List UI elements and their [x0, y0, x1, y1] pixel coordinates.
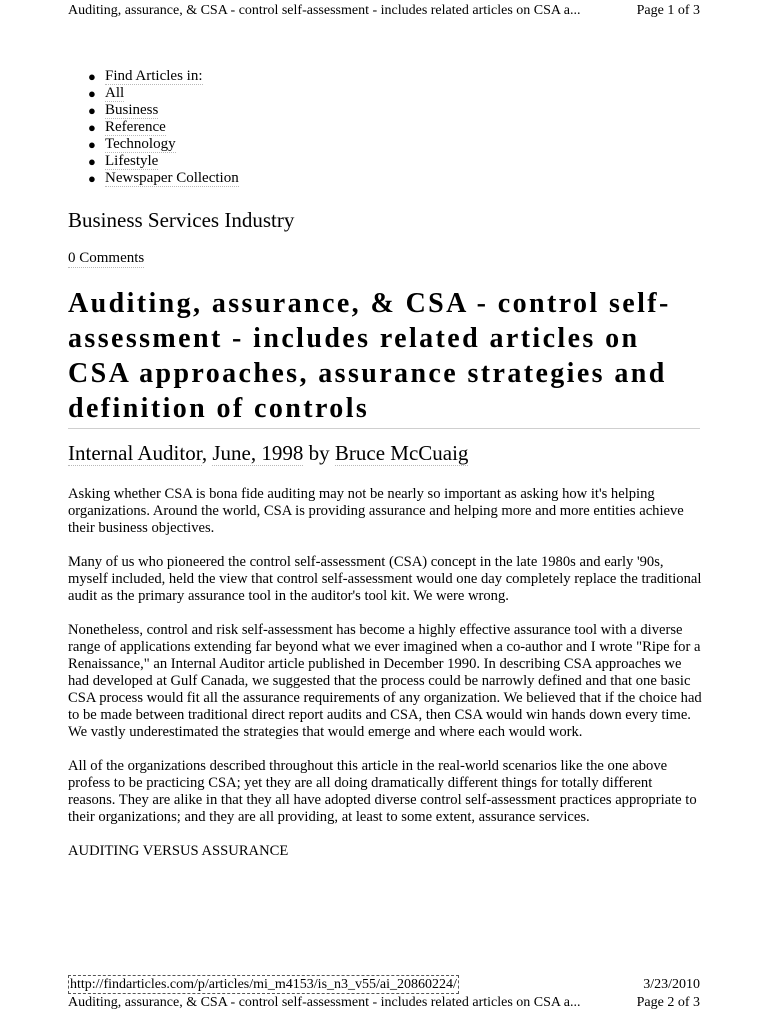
- nav-item-find-articles: [88, 68, 239, 85]
- bullet-icon: ●: [88, 120, 96, 135]
- comments-link[interactable]: 0 Comments: [68, 250, 145, 266]
- next-page-header-page-number: Page 2 of 3: [636, 995, 700, 1010]
- author-link[interactable]: Bruce McCuaig: [334, 441, 469, 465]
- bullet-icon: ●: [88, 69, 96, 84]
- bullet-icon: ●: [88, 137, 96, 152]
- article-paragraph: Many of us who pioneered the control self-assessment (CSA) concept in the late 1980s and early '90s, myself included, held the view that control self-assessment would one day completely replace the traditional audit as the primary assurance tool in the auditor's tool kit. We were wrong.: [68, 554, 702, 604]
- byline-by: by: [308, 441, 330, 465]
- nav-item-label[interactable]: Business: [105, 102, 159, 118]
- nav-item-label[interactable]: Lifestyle: [105, 153, 159, 169]
- next-page-header-title: Auditing, assurance, & CSA - control self-assessment - includes related articles on CSA a...: [68, 995, 581, 1010]
- article-body: [68, 486, 703, 877]
- section-heading[interactable]: Business Services Industry: [68, 208, 295, 232]
- bullet-icon: ●: [88, 171, 96, 186]
- nav-item-label[interactable]: Technology: [105, 136, 176, 152]
- nav-item-newspaper-collection: [88, 170, 239, 187]
- article-byline: [68, 440, 468, 466]
- nav-item-lifestyle: [88, 153, 239, 170]
- nav-item-business: [88, 102, 239, 119]
- find-articles-nav: [88, 68, 239, 187]
- nav-item-label[interactable]: Reference: [105, 119, 166, 135]
- print-footer-url[interactable]: http://findarticles.com/p/articles/mi_m4153/is_n3_v55/ai_20860224/: [70, 977, 457, 992]
- bullet-icon: ●: [88, 154, 96, 169]
- nav-item-label[interactable]: Newspaper Collection: [105, 170, 239, 186]
- bullet-icon: ●: [88, 103, 96, 118]
- nav-item-label[interactable]: All: [105, 85, 125, 101]
- article-paragraph: Nonetheless, control and risk self-assessment has become a highly effective assurance tool with a diverse range of applications extending far beyond what we ever imagined when a co-author and I wrote "Ripe for a Renaissance," an Internal Auditor article published in December 1990. In describing CSA approaches we had developed at Gulf Canada, we suggested that the process could be narrowly defined and that one basic CSA process would fit all the assurance requirements of any organization. We believed that if the choice had to be made between traditional direct report audits and CSA, then CSA would win hands down every time. We vastly underestimated the strategies that would emerge and where each would work.: [68, 622, 702, 740]
- bullet-icon: ●: [88, 86, 96, 101]
- article-paragraph: Asking whether CSA is bona fide auditing may not be nearly so important as asking how it's helping organizations. Around the world, CSA is providing assurance and helping more and more entities achieve their business objectives.: [68, 486, 684, 536]
- nav-item-technology: [88, 136, 239, 153]
- publication-link[interactable]: Internal Auditor: [68, 441, 202, 465]
- article-paragraph: All of the organizations described throughout this article in the real-world scenarios like the one above profess to be practicing CSA; yet they are all doing dramatically different things for totally different reasons. They are alike in that they all have adopted diverse control self-assessment practices appropriate to their organizations; and they are all providing, at least to some extent, assurance services.: [68, 758, 697, 825]
- print-header-title: Auditing, assurance, & CSA - control self-assessment - includes related articles on CSA a...: [68, 3, 581, 18]
- nav-item-label[interactable]: Find Articles in:: [105, 68, 203, 84]
- byline-separator: ,: [201, 441, 208, 465]
- nav-item-reference: [88, 119, 239, 136]
- article-subheading: AUDITING VERSUS ASSURANCE: [68, 843, 289, 859]
- print-footer-date: 3/23/2010: [643, 977, 700, 992]
- issue-date-link[interactable]: June, 1998: [212, 441, 304, 465]
- article-title: Auditing, assurance, & CSA - control self-assessment - includes related articles on CSA approaches, assurance strategies and definition of controls: [68, 286, 700, 429]
- nav-item-all: [88, 85, 239, 102]
- print-header-page-number: Page 1 of 3: [636, 3, 700, 18]
